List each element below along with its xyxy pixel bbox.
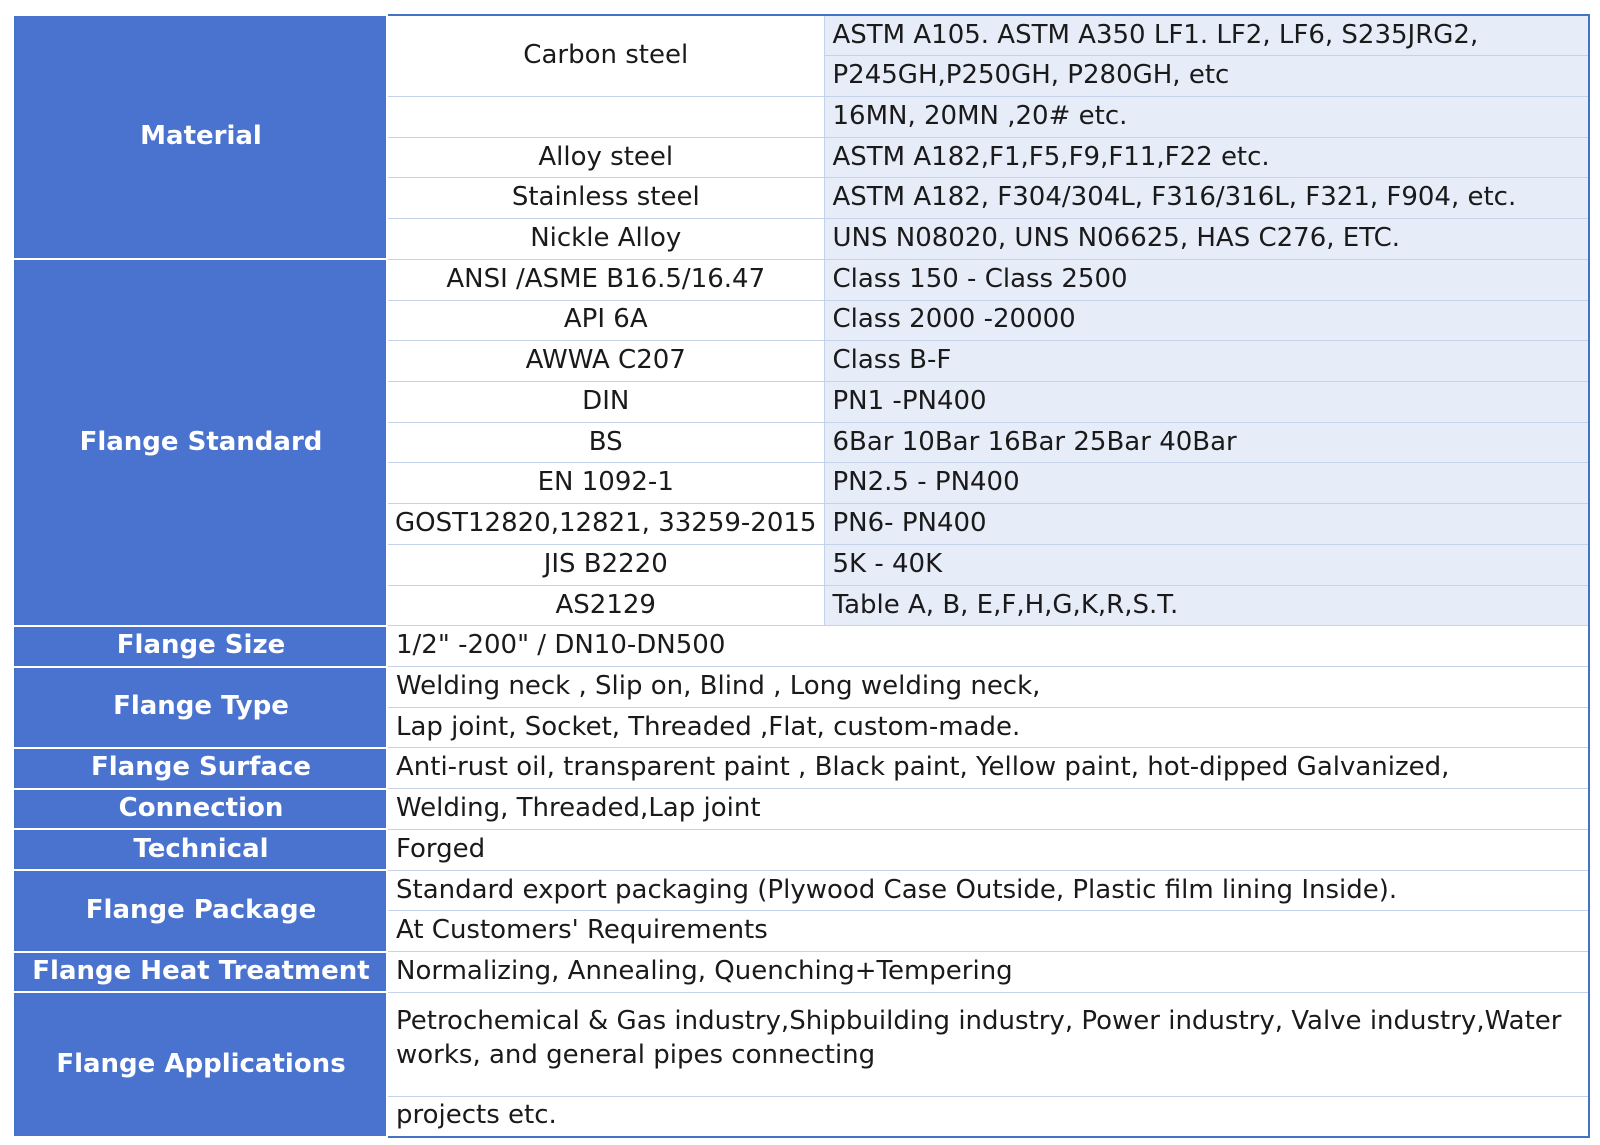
standard-value: 6Bar 10Bar 16Bar 25Bar 40Bar [824,422,1589,463]
category-heat-treatment: Flange Heat Treatment [15,952,387,993]
table-row [15,748,1589,789]
table-row [15,789,1589,830]
standard-name: JIS B2220 [387,544,824,585]
standard-value: Class B-F [824,341,1589,382]
table-row [15,829,1589,870]
flange-package-line1: Standard export packaging (Plywood Case Outside, Plastic film lining Inside). [387,870,1589,911]
standard-value: Class 2000 -20000 [824,300,1589,341]
category-flange-applications: Flange Applications [15,992,387,1137]
heat-treatment-value: Normalizing, Annealing, Quenching+Tempering [387,952,1589,993]
standard-value: PN2.5 - PN400 [824,463,1589,504]
standard-name: EN 1092-1 [387,463,824,504]
standard-name: GOST12820,12821, 33259-2015 [387,504,824,545]
category-flange-package: Flange Package [15,870,387,951]
applications-line2: projects etc. [387,1096,1589,1137]
carbon-steel-spec-line1: ASTM A105. ASTM A350 LF1. LF2, LF6, S235JRG2, [824,15,1589,56]
flange-surface-value: Anti-rust oil, transparent paint , Black paint, Yellow paint, hot-dipped Galvanized, [387,748,1589,789]
table-row [15,626,1589,667]
standard-value: 5K - 40K [824,544,1589,585]
standard-name: DIN [387,381,824,422]
carbon-steel-continued [387,96,824,137]
table-row [15,952,1589,993]
standard-value: PN1 -PN400 [824,381,1589,422]
carbon-steel-spec-line2: P245GH,P250GH, P280GH, etc [824,56,1589,97]
applications-text: Petrochemical & Gas industry,Shipbuilding industry, Power industry, Valve industry,Water works, and general pipes connecting [387,992,1589,1096]
category-material: Material [15,15,387,259]
alloy-steel-spec: ASTM A182,F1,F5,F9,F11,F22 etc. [824,137,1589,178]
standard-name: ANSI /ASME B16.5/16.47 [387,259,824,300]
category-flange-size: Flange Size [15,626,387,667]
flange-type-line1: Welding neck , Slip on, Blind , Long welding neck, [387,667,1589,708]
category-technical: Technical [15,829,387,870]
flange-size-value: 1/2" -200" / DN10-DN500 [387,626,1589,667]
standard-name: BS [387,422,824,463]
category-flange-type: Flange Type [15,667,387,748]
table-row [15,992,1589,1096]
stainless-steel-spec: ASTM A182, F304/304L, F316/316L, F321, F904, etc. [824,178,1589,219]
table-row [15,259,1589,300]
standard-name: AS2129 [387,585,824,626]
standard-name: AWWA C207 [387,341,824,382]
category-connection: Connection [15,789,387,830]
table-row [15,870,1589,911]
standard-value: Class 150 - Class 2500 [824,259,1589,300]
table-row [15,667,1589,708]
carbon-steel-spec-line3: 16MN, 20MN ,20# etc. [824,96,1589,137]
category-flange-standard: Flange Standard [15,259,387,625]
category-flange-surface: Flange Surface [15,748,387,789]
flange-spec-table [14,14,1590,1138]
connection-value: Welding, Threaded,Lap joint [387,789,1589,830]
flange-package-line2: At Customers' Requirements [387,911,1589,952]
technical-value: Forged [387,829,1589,870]
flange-type-line2: Lap joint, Socket, Threaded ,Flat, custom-made. [387,707,1589,748]
nickle-alloy-spec: UNS N08020, UNS N06625, HAS C276, ETC. [824,219,1589,260]
material-alloy-steel: Alloy steel [387,137,824,178]
material-stainless-steel: Stainless steel [387,178,824,219]
table-row [15,15,1589,56]
material-nickle-alloy: Nickle Alloy [387,219,824,260]
standard-value: PN6- PN400 [824,504,1589,545]
material-carbon-steel: Carbon steel [387,15,824,96]
standard-value: Table A, B, E,F,H,G,K,R,S.T. [824,585,1589,626]
standard-name: API 6A [387,300,824,341]
